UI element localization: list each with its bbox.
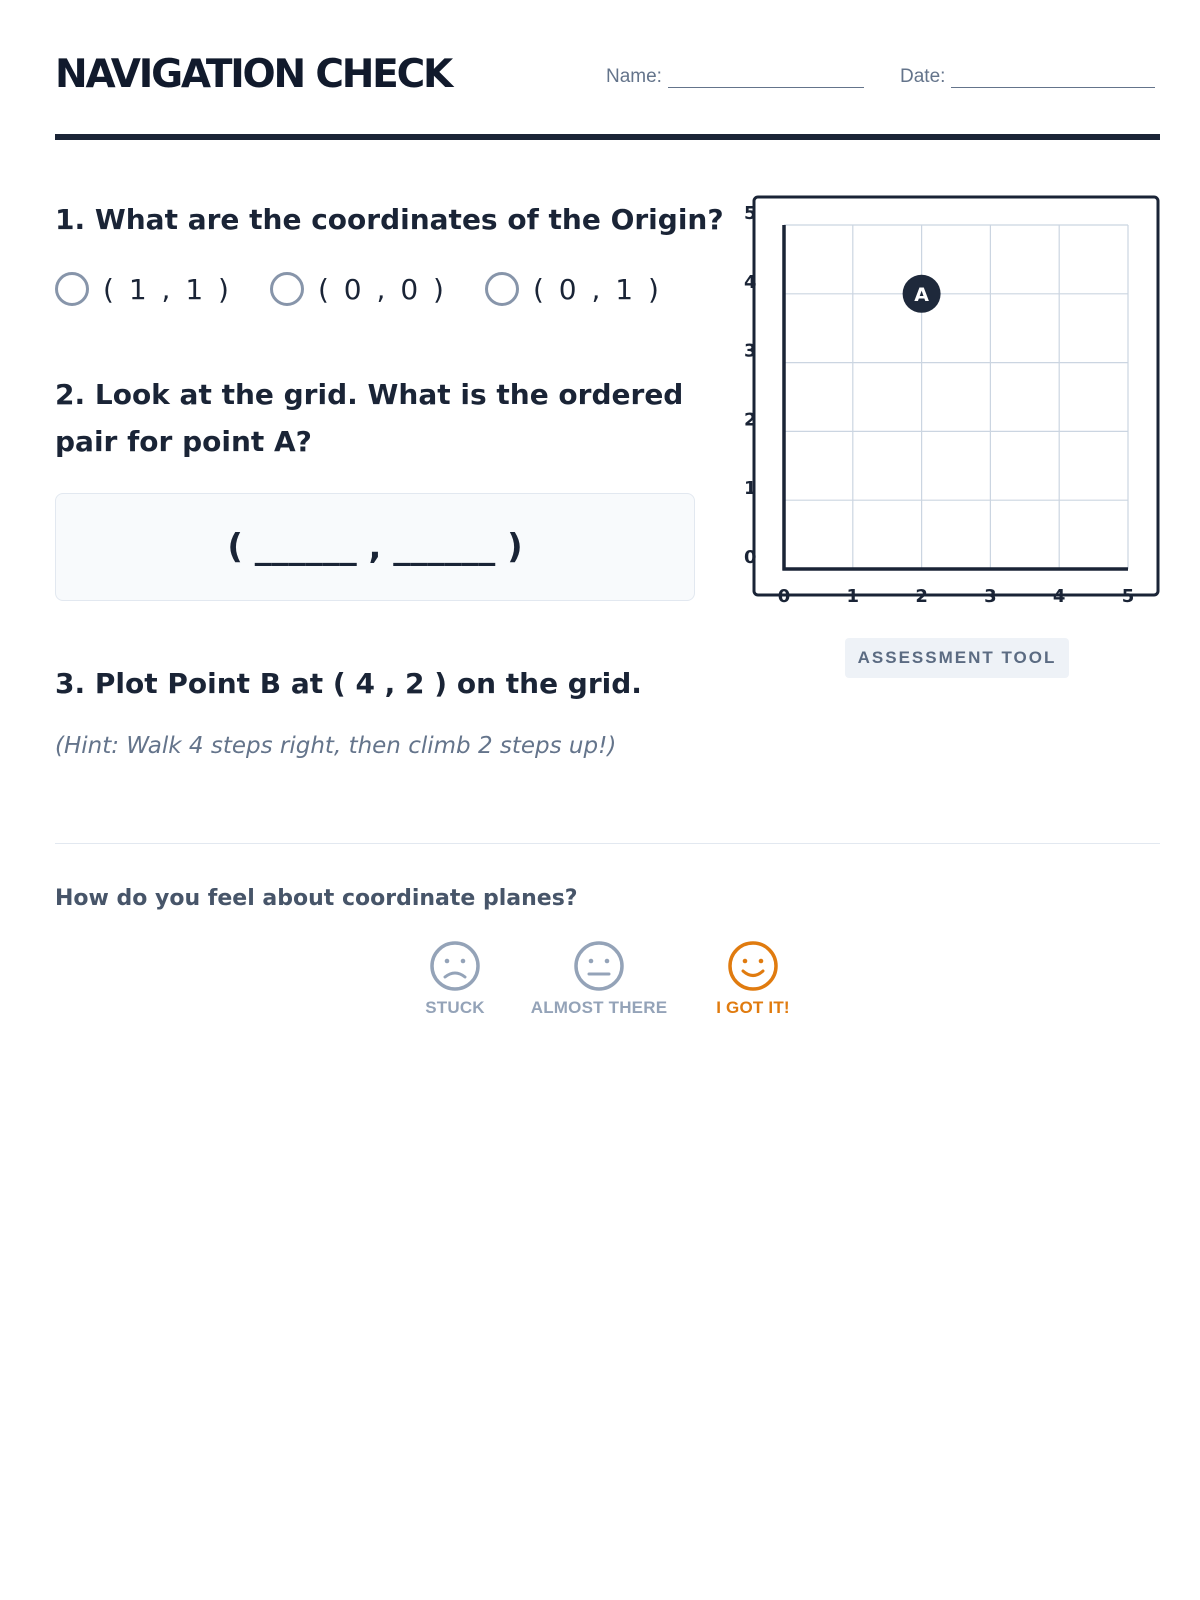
radio-button[interactable] xyxy=(485,272,519,306)
hint-text: (Hint: Walk 4 steps right, then climb 2 steps up!) xyxy=(55,733,617,759)
date-field[interactable] xyxy=(900,66,1155,88)
date-label: Date: xyxy=(900,66,946,87)
option-label: ( 0 , 1 ) xyxy=(532,272,662,306)
point-label: A xyxy=(914,283,929,306)
feelings-question: How do you feel about coordinate planes? xyxy=(55,886,578,911)
radio-button[interactable] xyxy=(55,272,89,306)
feeling-almost-there[interactable] xyxy=(529,940,669,1018)
y-tick-label: 5 xyxy=(744,203,757,224)
section-divider xyxy=(55,843,1160,844)
x-tick-label: 1 xyxy=(846,586,860,607)
x-tick-label: 2 xyxy=(915,586,928,607)
y-tick-label: 4 xyxy=(744,271,757,293)
y-tick-label: 3 xyxy=(744,340,757,362)
feeling-label: ALMOST THERE xyxy=(530,998,668,1017)
happy-face-icon xyxy=(727,940,779,992)
date-line[interactable] xyxy=(951,67,1155,88)
q1-option-1[interactable] xyxy=(55,272,232,306)
page-title: NAVIGATION CHECK xyxy=(55,52,452,97)
option-label: ( 0 , 0 ) xyxy=(317,272,447,306)
y-tick-label: 1 xyxy=(744,478,757,500)
question-3: 3. Plot Point B at ( 4 , 2 ) on the grid. xyxy=(55,667,642,700)
name-field[interactable] xyxy=(606,66,864,88)
name-label: Name: xyxy=(606,66,662,87)
assessment-badge: ASSESSMENT TOOL xyxy=(845,638,1069,678)
x-tick-label: 4 xyxy=(1052,586,1066,607)
feeling-label: I GOT IT! xyxy=(716,998,790,1017)
point-a xyxy=(903,275,941,313)
coordinate-grid[interactable] xyxy=(744,193,1164,613)
question-2: 2. Look at the grid. What is the ordered pair for point A? xyxy=(55,378,684,458)
q1-options xyxy=(55,272,700,306)
neutral-face-icon xyxy=(573,940,625,992)
x-tick-label: 3 xyxy=(984,586,997,607)
q1-option-2[interactable] xyxy=(270,272,447,306)
grid-frame xyxy=(754,197,1158,595)
feeling-stuck[interactable] xyxy=(385,940,525,1018)
y-tick-label: 0 xyxy=(744,547,757,568)
header-divider xyxy=(55,134,1160,140)
radio-button[interactable] xyxy=(270,272,304,306)
q1-option-3[interactable] xyxy=(485,272,662,306)
x-tick-label: 5 xyxy=(1121,586,1135,607)
question-1: 1. What are the coordinates of the Origin? xyxy=(55,203,724,236)
x-tick-label: 0 xyxy=(777,586,791,607)
answer-box[interactable] xyxy=(55,493,695,601)
answer-template: ( ______ , ______ ) xyxy=(227,527,523,567)
name-line[interactable] xyxy=(668,67,864,88)
option-label: ( 1 , 1 ) xyxy=(103,272,232,306)
feelings-options xyxy=(400,940,820,1030)
feeling-label: STUCK xyxy=(425,998,485,1017)
sad-face-icon xyxy=(429,940,481,992)
y-tick-label: 2 xyxy=(744,409,757,431)
grid-svg[interactable] xyxy=(744,193,1164,613)
feeling-got-it[interactable] xyxy=(683,940,823,1018)
